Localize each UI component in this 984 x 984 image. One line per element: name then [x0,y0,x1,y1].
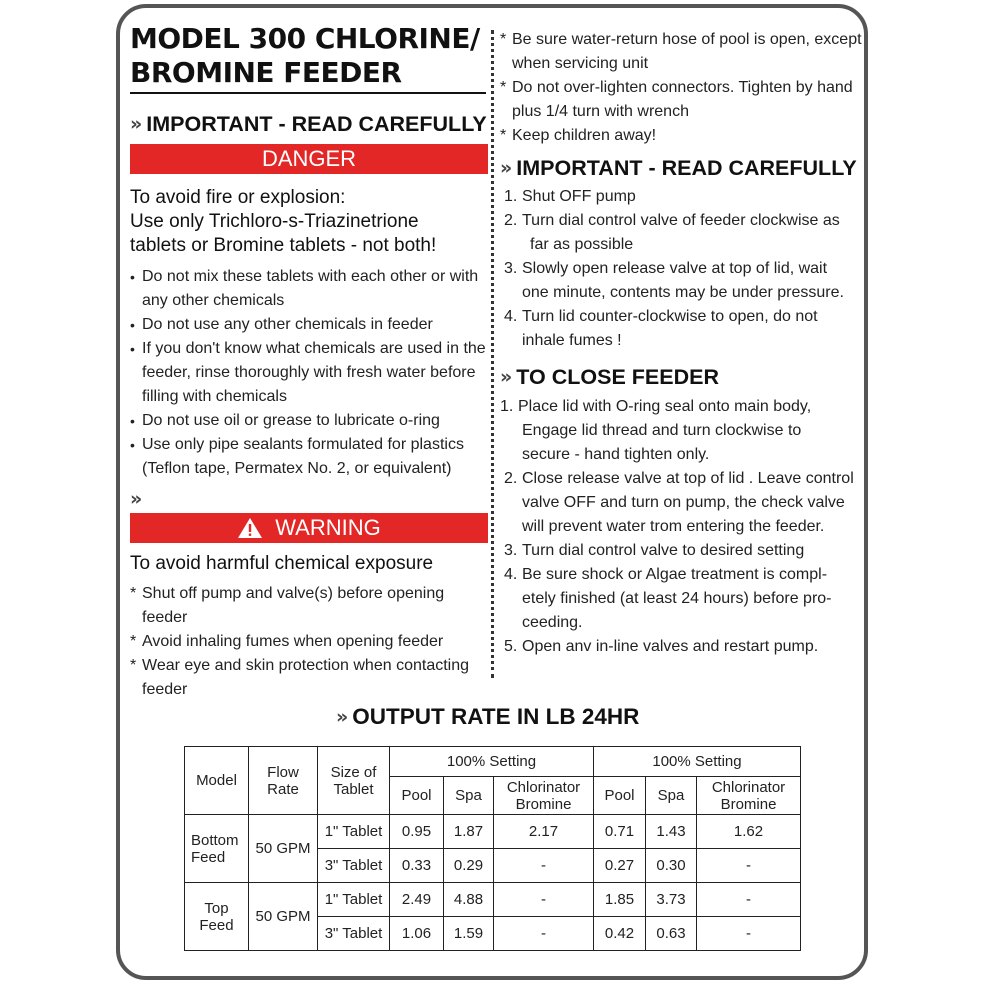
value-cell: - [494,883,594,917]
list-item [500,209,862,257]
step-number: 1. [504,188,518,205]
header-text: Flow [267,763,299,781]
value-cell: 3.73 [646,883,697,917]
value-cell: 0.27 [594,849,646,883]
step-line: Turn dial control valve to desired setting [522,542,805,559]
list-item [500,257,862,305]
list-item [500,539,862,563]
flow-cell [249,883,318,951]
list-item [130,313,488,337]
table-row [185,883,801,917]
title-line-2: BROMINE FEEDER [130,56,402,89]
item-line: Do not mix these tablets with each other or with [142,268,479,285]
value-cell: - [697,883,801,917]
warning-triangle-icon [237,517,263,539]
header-text: Bromine [515,795,572,813]
value-cell: 2.17 [494,815,594,849]
step-line: Engage lid thread and turn clockwise to [522,422,802,439]
document-title [130,22,486,94]
item-line: when servicing unit [512,55,649,72]
warning-chevron-row [130,487,488,511]
size-cell: 1" Tablet [318,815,390,849]
model-cell [185,883,249,951]
output-rate-heading [336,704,639,730]
step-line: Place lid with O-ring seal onto main body, [518,398,812,415]
item-line: plus 1/4 turn with wrench [512,103,689,120]
step-number: 3. [504,542,518,559]
item-line: Keep children away! [512,127,657,144]
step-number: 5. [504,638,518,655]
value-cell: 0.29 [444,849,494,883]
list-item [500,124,862,148]
step-line: valve OFF and turn on pump, the check valve [522,494,845,511]
value-cell: - [494,917,594,951]
important-heading-left [130,111,488,137]
header-pool [390,777,444,815]
item-line: any other chemicals [142,292,285,309]
step-line: Shut OFF pump [522,188,636,205]
header-text: Model [196,772,237,789]
header-text: Bromine [720,795,777,813]
value-cell: 0.71 [594,815,646,849]
header-text: 100% Setting [652,753,742,770]
step-line: Slowly open release valve at top of lid, wait [522,260,828,277]
step-line: ceeding. [522,614,583,631]
close-steps-list [500,395,862,659]
step-line: one minute, contents may be under pressure. [522,284,844,301]
value-cell: 2.49 [390,883,444,917]
left-column [130,22,488,702]
item-line: feeder, rinse thoroughly with fresh water before [142,364,476,381]
asterisk-icon: * [130,633,137,650]
value-cell: 1.62 [697,815,801,849]
value-cell: - [494,849,594,883]
right-column [500,28,862,659]
item-line: Do not use oil or grease to lubricate o-ring [142,412,440,429]
size-cell: 3" Tablet [318,917,390,951]
bullet-icon: • [130,413,135,429]
item-line: (Teflon tape, Permatex No. 2, or equivalent) [142,460,452,477]
step-number: 2. [504,212,518,229]
value-cell: 1.87 [444,815,494,849]
danger-lead-line: Use only Trichloro-s-Triazinetrione [130,211,419,232]
header-spa [646,777,697,815]
cell-text: Feed [191,848,226,866]
step-number: 1. [500,398,514,415]
cell-text: 50 GPM [255,840,311,857]
danger-lead [130,186,488,258]
double-chevron-icon: » [500,157,507,179]
title-line-1: MODEL 300 CHLORINE/ [130,22,480,55]
list-item [130,409,488,433]
bullet-icon: • [130,437,135,453]
step-number: 4. [504,566,518,583]
header-flow-rate [249,747,318,815]
warning-lead: To avoid harmful chemical exposure [130,553,434,574]
danger-lead-line: To avoid fire or explosion: [130,187,346,208]
cell-text: 50 GPM [255,908,311,925]
header-text: Chlorinator [506,778,581,796]
danger-label: DANGER [261,146,357,171]
step-line: Open anv in-line valves and restart pump. [522,638,819,655]
value-cell: - [697,849,801,883]
bullet-icon: • [130,269,135,285]
item-line: Wear eye and skin protection when contacting [142,657,470,674]
header-text: Size of [330,763,377,781]
step-line: inhale fumes ! [522,332,622,349]
double-chevron-icon: » [500,366,507,388]
value-cell: 0.30 [646,849,697,883]
header-tablet-size [318,747,390,815]
item-line: feeder [142,681,188,698]
list-item [500,28,862,76]
list-item [130,654,488,702]
danger-lead-line: tablets or Bromine tablets - not both! [130,235,437,256]
double-chevron-icon: » [336,706,343,728]
step-line: Close release valve at top of lid . Leave control [522,470,854,487]
cell-text: Feed [199,916,234,934]
item-line: Do not over-lighten connectors. Tighten by hand [512,79,853,96]
double-chevron-icon: » [130,488,137,510]
header-text: Pool [604,787,635,804]
list-item [500,76,862,124]
list-item [500,563,862,635]
value-cell: 0.95 [390,815,444,849]
important-heading-text: IMPORTANT - READ CAREFULLY [516,156,857,180]
list-item [500,305,862,353]
value-cell: - [697,917,801,951]
warning-banner [130,513,488,543]
item-line: If you don't know what chemicals are used in the [142,340,486,357]
value-cell: 0.33 [390,849,444,883]
step-line: etely finished (at least 24 hours) before pro- [522,590,832,607]
item-line: filling with chemicals [142,388,287,405]
list-item [130,630,488,654]
list-item [500,467,862,539]
value-cell: 4.88 [444,883,494,917]
step-line: will prevent water trom entering the feeder. [522,518,825,535]
header-chlorinator [494,777,594,815]
header-text: Spa [657,787,685,804]
value-cell: 1.59 [444,917,494,951]
step-line: Be sure shock or Algae treatment is compl- [522,566,828,583]
danger-bullet-list [130,265,488,481]
bullet-icon: • [130,317,135,333]
list-item [130,433,488,481]
bullet-icon: • [130,341,135,357]
header-text: Chlorinator [711,778,786,796]
header-spa [444,777,494,815]
step-number: 3. [504,260,518,277]
important-heading-text: IMPORTANT - READ CAREFULLY [146,112,487,136]
item-line: Shut off pump and valve(s) before opening feeder [142,585,445,626]
header-text: 100% Setting [446,753,537,770]
output-rate-title: OUTPUT RATE IN LB 24HR [352,704,640,729]
header-text: Rate [267,780,299,798]
model-cell [185,815,249,883]
list-item [130,582,488,630]
close-feeder-heading-text: TO CLOSE FEEDER [516,365,719,389]
value-cell: 0.42 [594,917,646,951]
step-line: Turn dial control valve of feeder clockwise as [522,212,840,229]
list-item [500,635,862,659]
size-cell: 3" Tablet [318,849,390,883]
header-chlorinator [697,777,801,815]
header-text: Spa [455,787,482,804]
list-item [130,265,488,313]
asterisk-icon: * [130,657,137,674]
table-header-row [185,747,801,777]
value-cell: 0.63 [646,917,697,951]
cell-text: Bottom [191,831,239,849]
output-rate-table [184,746,801,951]
asterisk-icon: * [500,127,507,144]
close-feeder-heading [500,364,862,390]
step-line: secure - hand tighten only. [522,446,710,463]
list-item [500,395,862,467]
header-setting-a [390,747,594,777]
asterisk-icon: * [500,31,507,48]
header-text: Tablet [333,780,374,798]
open-steps-list [500,185,862,353]
step-line: far as possible [530,236,634,253]
value-cell: 1.06 [390,917,444,951]
header-model [185,747,249,815]
warning-label: WARNING [275,515,381,540]
important-heading-right [500,155,862,181]
asterisk-icon: * [130,585,137,602]
list-item [500,185,862,209]
size-cell: 1" Tablet [318,883,390,917]
right-notes-list [500,28,862,148]
item-line: Do not use any other chemicals in feeder [142,316,433,333]
table-row [185,815,801,849]
double-chevron-icon: » [130,113,137,135]
danger-banner [130,144,488,174]
list-item [130,337,488,409]
step-number: 4. [504,308,518,325]
value-cell: 1.85 [594,883,646,917]
header-pool [594,777,646,815]
header-text: Pool [401,787,432,804]
asterisk-icon: * [500,79,507,96]
value-cell: 1.43 [646,815,697,849]
header-setting-b [594,747,801,777]
column-divider [491,30,494,678]
item-line: Use only pipe sealants formulated for plastics [142,436,464,453]
item-line: Avoid inhaling fumes when opening feeder [142,633,444,650]
step-number: 2. [504,470,518,487]
item-line: Be sure water-return hose of pool is open, except [512,31,862,48]
warning-list [130,582,488,702]
flow-cell [249,815,318,883]
cell-text: Top [204,899,229,917]
step-line: Turn lid counter-clockwise to open, do not [522,308,818,325]
